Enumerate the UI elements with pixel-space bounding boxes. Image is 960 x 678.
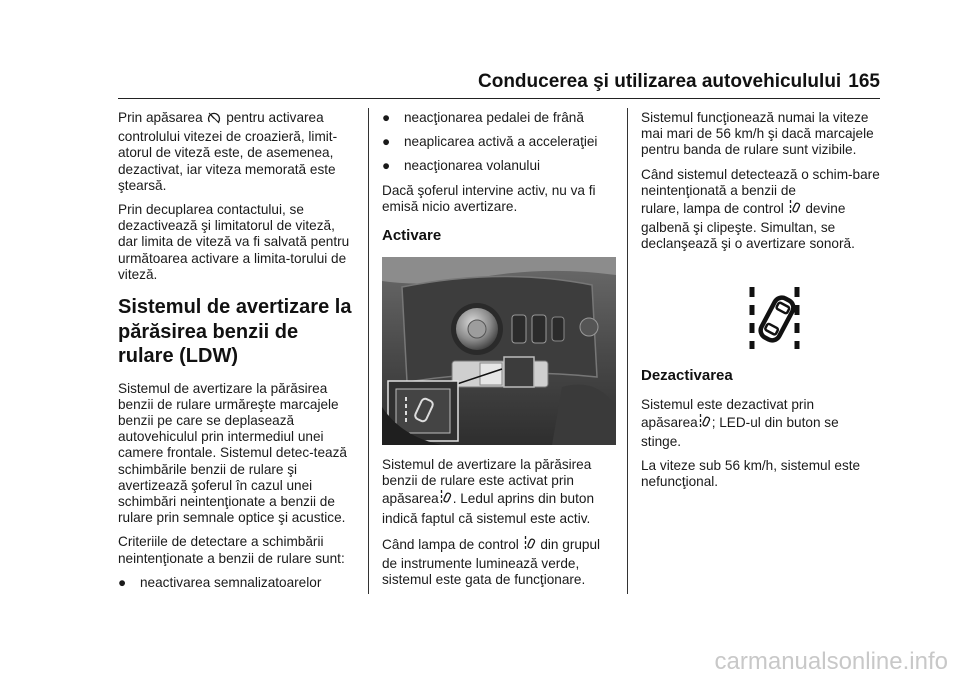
bullet-marker: ● (382, 134, 391, 150)
dashboard-button-photo (382, 257, 616, 445)
list-item: ● neaplicarea activă a acceleraţiei (382, 134, 598, 150)
paragraph-activation: Sistemul de avertizare la părăsirea benzii de rulare este activat prin apăsarea . Ledul aprins din buton indică faptul că sistemul este activ. (382, 457, 595, 526)
speed-limiter-icon (207, 111, 221, 129)
paragraph-warning: Când sistemul detectează o schim-bare neintenţionată a benzii de rulare, lampa de control devine galbenă şi clipeşte. Simultan, se declanşează şi o avertizare sonoră. (641, 166, 880, 252)
paragraph-low-speed: La viteze sub 56 km/h, sistemul este nefuncţional. (641, 458, 861, 490)
bullet-marker: ● (118, 574, 127, 590)
running-header-title: Conducerea şi utilizarea autovehiculului (478, 71, 842, 92)
list-item: ● neacţionarea pedalei de frână (382, 110, 584, 125)
lane-departure-icon (747, 283, 807, 353)
lane-departure-icon (699, 413, 711, 434)
paragraph-deactivation: Sistemul este dezactivat prin apăsarea ; LED-ul din buton se stinge. (641, 396, 839, 450)
middle-column (382, 110, 618, 596)
lane-departure-icon (789, 199, 801, 220)
paragraph-criteria: Criteriile de detectare a schimbării neintenţionate a benzii de rulare sunt: (118, 534, 345, 566)
watermark: carmanualsonline.info (714, 648, 948, 675)
lane-departure-icon (524, 535, 536, 556)
right-column (641, 110, 881, 499)
paragraph-control-lamp-green: Când lampa de control din grupul de instrumente luminează verde, sistemul este gata de funcţionare. (382, 536, 601, 588)
bullet-marker: ● (382, 158, 391, 174)
section-heading-deactivation: Dezactivarea (641, 366, 733, 384)
paragraph-ldw-description: Sistemul de avertizare la părăsirea benzii de rulare urmăreşte marcajele benzii pe care se deplasează autovehiculul prin intermediul unei camere frontale. Sistemul detec-tează schimbările benzii de rulare şi avertizează şoferul în cazul unei schimbări neintenţionate a benzii de rulare prin semnale optice şi acustice. (118, 380, 347, 526)
section-heading-ldw: Sistemul de avertizare la părăsirea benzii de rulare (LDW) (118, 296, 352, 368)
page-number: 165 (848, 71, 880, 92)
paragraph-cruise-activation: Prin apăsarea pentru activarea controlului vitezei de croazieră, limit-atorul de viteză este, de asemenea, dezactivat, iar viteza memorată este ştearsă. (118, 110, 338, 193)
paragraph-driver-intervention: Dacă şoferul intervine activ, nu va fi emisă nicio avertizare. (382, 182, 596, 214)
paragraph-operating-conditions: Sistemul funcţionează numai la viteze mai mari de 56 km/h şi dacă marcajele pentru banda de rulare sunt vizibile. (641, 110, 874, 158)
paragraph-ignition-off: Prin decuplarea contactului, se dezactivează şi limitatorul de viteză, dar limita de viteză va fi salvată pentru următoarea activare a limita-torului de viteză. (118, 202, 350, 282)
column-divider-right (627, 108, 628, 594)
left-column (118, 110, 358, 599)
list-item: ● neacţionarea volanului (382, 158, 541, 174)
header-rule (118, 98, 880, 99)
lane-departure-icon (440, 489, 452, 510)
bullet-marker: ● (382, 110, 391, 125)
column-divider-left (368, 108, 369, 594)
list-item: ● neactivarea semnalizatoarelor (118, 574, 322, 590)
section-heading-activation: Activare (382, 227, 442, 245)
